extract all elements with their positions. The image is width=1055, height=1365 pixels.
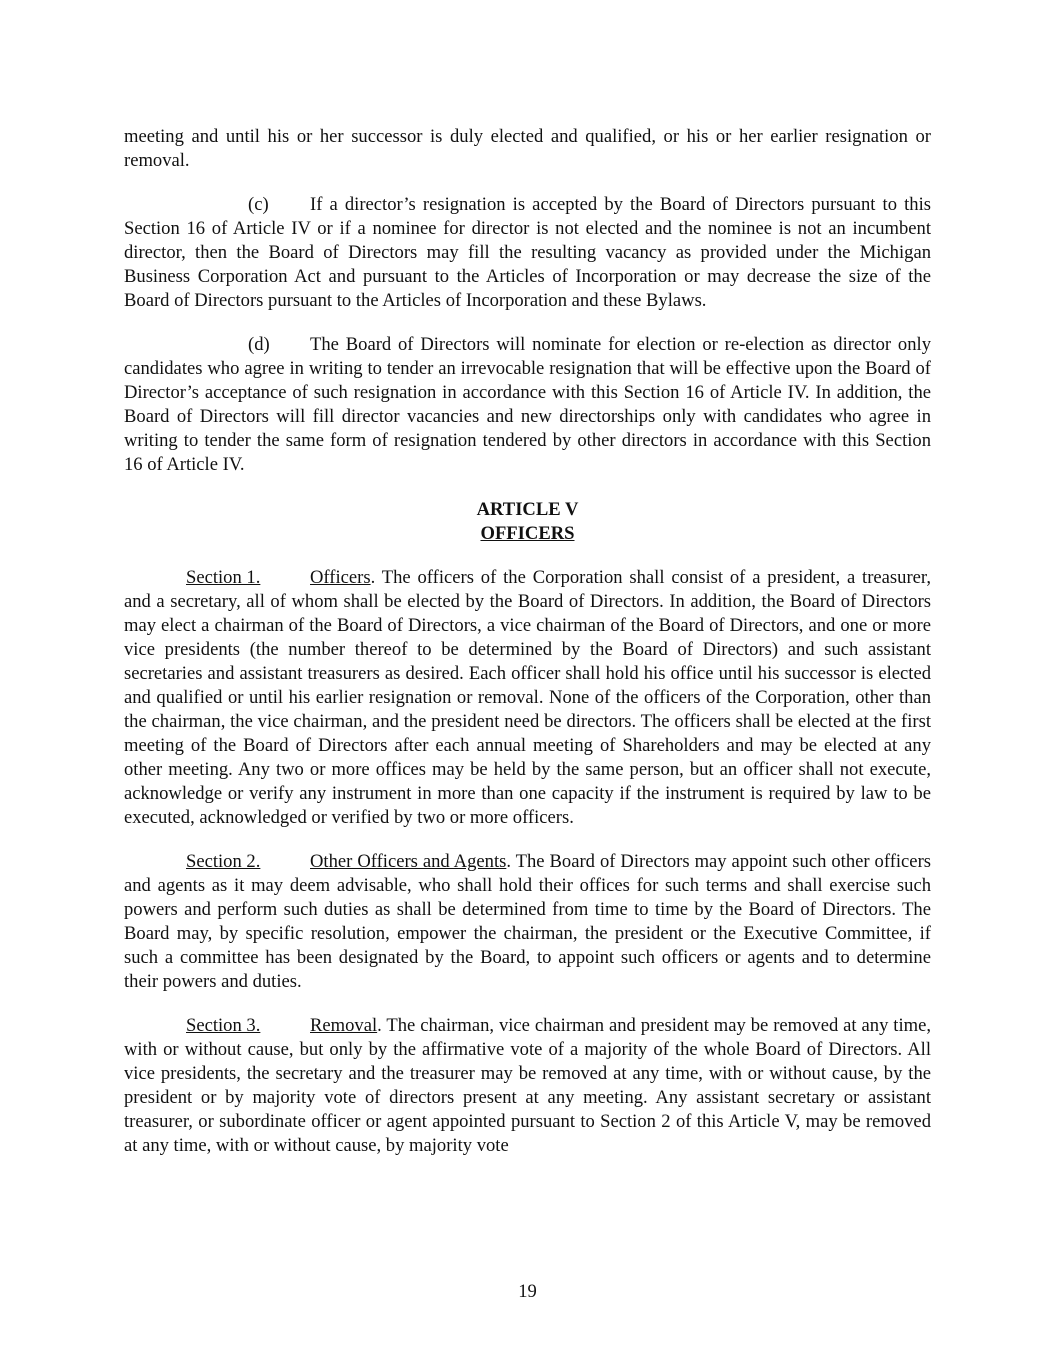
paragraph-d	[124, 333, 931, 477]
section-1-title: Officers	[310, 567, 371, 588]
article-number: ARTICLE V	[476, 499, 579, 520]
section-3-number: Section 3.	[186, 1015, 261, 1036]
article-heading	[124, 498, 931, 546]
section-1-text: . The officers of the Corporation shall consist of a president, a treasurer, and a secretary, all of whom shall be elected by the Board of Directors. In addition, the Board of Directors may elect a chairman of the Board of Directors, a vice chairman of the Board of Directors, and one or more vice presidents (the number thereof to be determined by the Board of Directors) and such assistant secretaries and assistant treasurers as desired. Each officer shall hold his office until his successor is elected and qualified or until his earlier resignation or removal. None of the officers of the Corporation, other than the chairman, the vice chairman, and the president need be directors. The officers shall be elected at the first meeting of the Board of Directors after each annual meeting of Shareholders and may be elected at any other meeting. Any two or more offices may be held by the same person, but an officer shall not execute, acknowledge or verify any instrument in more than one capacity if the instrument is required by law to be executed, acknowledged or verified by two or more officers.	[124, 567, 931, 828]
section-1	[124, 566, 931, 830]
paragraph-c-label: (c)	[248, 194, 269, 215]
section-2-number: Section 2.	[186, 851, 261, 872]
paragraph-c	[124, 193, 931, 313]
continuation-paragraph: meeting and until his or her successor is duly elected and qualified, or his or her earlier resignation or removal.	[124, 126, 931, 171]
article-title: OFFICERS	[480, 523, 575, 544]
page-number: 19	[518, 1281, 537, 1302]
section-3-title: Removal	[310, 1015, 378, 1036]
paragraph-c-text: If a director’s resignation is accepted by the Board of Directors pursuant to this Section 16 of Article IV or if a nominee for director is not elected and the nominee is not an incumbent director, then the Board of Directors may fill the resulting vacancy as provided under the Michigan Business Corporation Act and pursuant to the Articles of Incorporation or may decrease the size of the Board of Directors pursuant to the Articles of Incorporation and these Bylaws.	[124, 194, 931, 311]
section-1-number: Section 1.	[186, 567, 261, 588]
paragraph-d-label: (d)	[248, 334, 270, 355]
section-3	[124, 1014, 931, 1158]
section-3-text: . The chairman, vice chairman and president may be removed at any time, with or without cause, but only by the affirmative vote of a majority of the whole Board of Directors. All vice presidents, the secretary and the treasurer may be removed at any time, with or without cause, by the president or by majority vote of directors present at any meeting. Any assistant secretary or assistant treasurer, or subordinate officer or agent appointed pursuant to Section 2 of this Article V, may be removed at any time, with or without cause, by majority vote	[124, 1015, 931, 1156]
paragraph-d-text: The Board of Directors will nominate for election or re-election as director only candidates who agree in writing to tender an irrevocable resignation that will be effective upon the Board of Director’s acceptance of such resignation in accordance with this Section 16 of Article IV. In addition, the Board of Directors will fill director vacancies and new directorships only with candidates who agree in writing to tender the same form of resignation tendered by other directors in accordance with this Section 16 of Article IV.	[124, 334, 931, 475]
section-2-title: Other Officers and Agents	[310, 851, 507, 872]
section-2	[124, 850, 931, 994]
document-page	[124, 125, 931, 1158]
section-2-text: . The Board of Directors may appoint such other officers and agents as it may deem advisable, who shall hold their offices for such terms and shall exercise such powers and perform such duties as shall be determined from time to time by the Board of Directors. The Board may, by specific resolution, empower the chairman, the president or the Executive Committee, if such a committee has been designated by the Board, to appoint such officers or agents and to determine their powers and duties.	[124, 851, 931, 992]
